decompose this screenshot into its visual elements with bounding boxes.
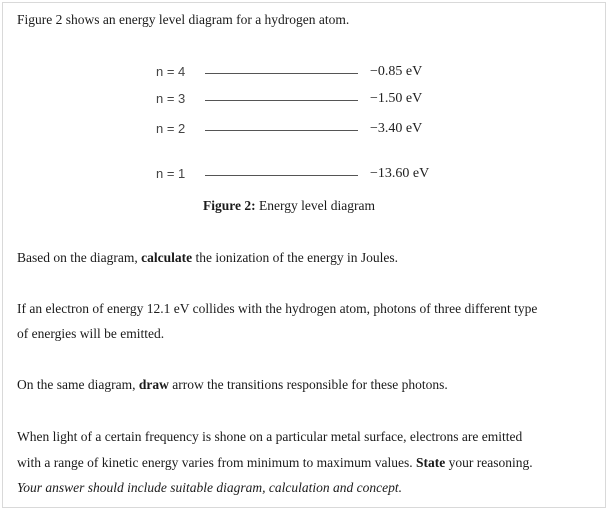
question-1 — [17, 250, 398, 266]
level-energy-n2: −3.40 eV — [370, 121, 423, 136]
question-2-line-1: If an electron of energy 12.1 eV collides with the hydrogen atom, photons of three different type — [17, 301, 538, 316]
level-label-n1: n = 1 — [156, 166, 186, 181]
level-label-n3: n = 3 — [156, 91, 186, 106]
q3-text-post: arrow the transitions responsible for these photons. — [168, 377, 448, 392]
q1-text-post: the ionization of the energy in Joules. — [192, 250, 399, 265]
q1-keyword: calculate — [141, 250, 193, 265]
level-label-n2: n = 2 — [156, 121, 186, 136]
level-energy-n4: −0.85 eV — [370, 64, 423, 79]
q3-keyword: draw — [138, 377, 169, 392]
q1-text-pre: Based on the diagram, — [17, 250, 142, 265]
q3-text-pre: On the same diagram, — [17, 377, 139, 392]
level-line-n3 — [205, 100, 358, 101]
q4-keyword: State — [416, 455, 446, 470]
question-4-line-3 — [17, 480, 402, 496]
question-4-line-1: When light of a certain frequency is shone on a particular metal surface, electrons are emitted — [17, 429, 523, 444]
q4-text-pre: with a range of kinetic energy varies from minimum to maximum values. — [17, 455, 417, 470]
level-line-n1 — [205, 175, 358, 176]
q4-instruction: Your answer should include suitable diagram, calculation and concept. — [17, 480, 402, 495]
question-3 — [17, 377, 448, 393]
question-2-line-2: of energies will be emitted. — [17, 326, 165, 341]
level-energy-n1: −13.60 eV — [370, 166, 430, 181]
caption-label: Figure 2: — [203, 198, 256, 213]
question-4-line-2 — [17, 455, 533, 471]
caption-text: Energy level diagram — [255, 198, 375, 213]
intro-text: Figure 2 shows an energy level diagram for a hydrogen atom. — [17, 12, 350, 27]
diagram-caption — [203, 198, 375, 214]
level-line-n4 — [205, 73, 358, 74]
q4-text-post: your reasoning. — [445, 455, 533, 470]
level-energy-n3: −1.50 eV — [370, 91, 423, 106]
level-line-n2 — [205, 130, 358, 131]
level-label-n4: n = 4 — [156, 64, 186, 79]
